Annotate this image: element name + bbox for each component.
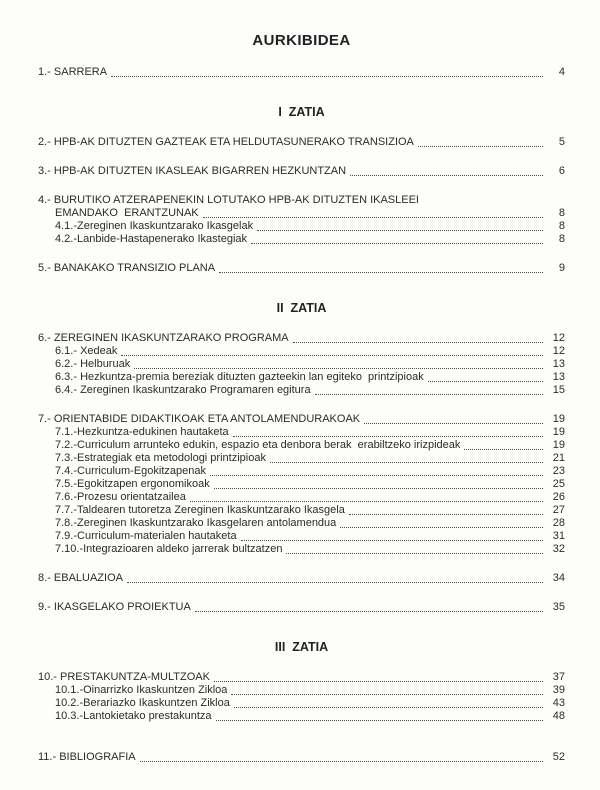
toc-entry-label: 6.- ZEREGINEN IKASKUNTZARAKO PROGRAMA [38,332,289,344]
toc-entry [38,601,565,614]
toc-entry-page: 21 [552,452,565,464]
toc-entry-page: 37 [552,671,565,683]
toc-entry-page: 15 [552,384,565,396]
toc-entry [38,478,565,491]
toc-entry-label: 10.2.-Berariazko Ikaskuntzen Zikloa [55,697,230,709]
leader-dots [241,540,543,541]
toc-entry-label: 10.3.-Lantokietako prestakuntza [55,710,212,722]
toc-entry [38,710,565,723]
section-heading: II ZATIA [276,301,327,315]
toc-entry-page: 19 [552,439,565,451]
toc-entry [38,165,565,178]
toc-entry [38,371,565,384]
leader-dots [251,243,543,244]
toc-entry [38,194,565,207]
toc-section [38,105,565,275]
toc-entry-page: 25 [552,478,565,490]
toc-entry-label: 9.- IKASGELAKO PROIEKTUA [38,601,191,613]
leader-dots [140,761,543,762]
toc-entry-label: 10.1.-Oinarrizko Ikaskuntzen Zikloa [55,684,228,696]
toc-entry [38,491,565,504]
toc-entry-label: 6.4.- Zereginen Ikaskuntzarako Programaren egitura [55,384,311,396]
leader-dots [219,272,543,273]
toc-entry-page: 6 [558,165,565,177]
toc-entry [38,517,565,530]
toc-entry-page: 13 [552,371,565,383]
toc-entry [38,684,565,697]
leader-dots [340,527,543,528]
toc-entry-label: 7.2.-Curriculum arrunteko edukin, espazio eta denbora berak erabiltzeko irizpideak [55,439,461,451]
toc-entry-page: 39 [552,684,565,696]
toc-entry-label: 7.1.-Hezkuntza-edukinen hautaketa [55,426,229,438]
toc-entry [38,530,565,543]
toc-entry [38,439,565,452]
leader-dots [364,423,543,424]
leader-dots [127,582,543,583]
toc-entry [38,136,565,149]
leader-dots [203,217,543,218]
toc-entry-label: 4.2.-Lanbide-Hastapenerako Ikastegiak [55,233,248,245]
toc-entry [38,358,565,371]
toc-entry-page: 31 [552,530,565,542]
toc-entry [38,751,565,764]
toc-entry-page: 32 [552,543,565,555]
toc-entry-label: 4.1.-Zereginen Ikaskuntzarako Ikasgelak [55,220,254,232]
leader-dots [286,553,543,554]
toc-entry-page: 12 [552,345,565,357]
toc-entry-label: 7.5.-Egokitzapen ergonomikoak [55,478,210,490]
toc-entry-label: 7.9.-Curriculum-materialen hautaketa [55,530,237,542]
toc-entry-label: 7.10.-Integrazioaren aldeko jarrerak bultzatzen [55,543,283,555]
leader-dots [134,368,543,369]
toc-entry-label: 6.2.- Helburuak [55,358,131,370]
toc-entry [38,384,565,397]
toc-entry-label: 2.- HPB-AK DITUZTEN GAZTEAK ETA HELDUTASUNERAKO TRANSIZIOA [38,136,414,148]
toc-entry-label: 7.7.-Taldearen tutoretza Zereginen Ikaskuntzarako Ikasgela [55,504,345,516]
toc-entry-label: 7.8.-Zereginen Ikaskuntzarako Ikasgelaren antolamendua [55,517,337,529]
toc-entry-page: 12 [552,332,565,344]
toc-entry-label: 4.- BURUTIKO ATZERAPENEKIN LOTUTAKO HPB-AK DITUZTEN IKASLEEI [38,194,419,206]
leader-dots [464,449,543,450]
toc-entry-label: 11.- BIBLIOGRAFIA [38,751,136,763]
toc-entry [38,504,565,517]
toc-entry [38,233,565,246]
leader-dots [190,501,543,502]
toc-entry-page: 27 [552,504,565,516]
toc-entry-label: 10.- PRESTAKUNTZA-MULTZOAK [38,671,210,683]
toc-entry [38,543,565,556]
toc-entry-label: 7.4.-Curriculum-Egokitzapenak [55,465,207,477]
toc-entry-label: 6.1.- Xedeak [55,345,118,357]
toc-entry-page: 34 [552,572,565,584]
toc-entry-page: 8 [558,220,565,232]
leader-dots [418,146,543,147]
toc-section [38,301,565,614]
leader-dots [257,230,543,231]
toc-entry-page: 26 [552,491,565,503]
leader-dots [214,488,543,489]
toc-section [38,66,565,79]
leader-dots [121,355,543,356]
toc-entry-page: 19 [552,426,565,438]
toc-entry-page: 35 [552,601,565,613]
leader-dots [293,342,543,343]
toc-entry [38,697,565,710]
toc-entry [38,413,565,426]
leader-dots [349,514,543,515]
toc-entry-page: 48 [552,710,565,722]
toc-entry-label: 1.- SARRERA [38,66,108,78]
toc-entry-label: EMANDAKO ERANTZUNAK [55,207,199,219]
leader-dots [350,175,543,176]
toc-entry-label: 8.- EBALUAZIOA [38,572,123,584]
toc-entry-label: 7.3.-Estrategiak eta metodologi printzipioak [55,452,266,464]
toc-entry-page: 19 [552,413,565,425]
toc-entry [38,262,565,275]
leader-dots [216,720,543,721]
toc-entry [38,426,565,439]
leader-dots [315,394,543,395]
toc-entry-page: 4 [558,66,565,78]
leader-dots [214,681,543,682]
page-title: AURKIBIDEA [252,32,351,49]
toc-entry-label: 3.- HPB-AK DITUZTEN IKASLEAK BIGARREN HEZKUNTZAN [38,165,347,177]
leader-dots [195,611,543,612]
toc-entry-page: 28 [552,517,565,529]
toc-entry [38,207,565,220]
toc-entry-label: 7.6.-Prozesu orientatzailea [55,491,186,503]
toc-entry-label: 7.- ORIENTABIDE DIDAKTIKOAK ETA ANTOLAMENDURAKOAK [38,413,361,425]
toc-entry-page: 8 [558,233,565,245]
toc-entry [38,345,565,358]
toc-entry-label: 6.3.- Hezkuntza-premia bereziak dituzten gazteekin lan egiteko printzipioak [55,371,424,383]
leader-dots [231,694,543,695]
leader-dots [210,475,543,476]
leader-dots [428,381,543,382]
toc-section [38,640,565,764]
toc-entry [38,220,565,233]
leader-dots [111,76,543,77]
toc-entry [38,465,565,478]
section-heading: I ZATIA [278,105,325,119]
toc-entry-page: 52 [552,751,565,763]
section-heading: III ZATIA [274,640,329,654]
toc-entry-page: 23 [552,465,565,477]
leader-dots [234,707,543,708]
toc-entry [38,572,565,585]
toc-entry [38,671,565,684]
toc-entry-page: 9 [558,262,565,274]
toc-entry [38,332,565,345]
leader-dots [270,462,543,463]
toc-entry-page: 43 [552,697,565,709]
toc-entry-page: 5 [558,136,565,148]
toc-entry-page: 13 [552,358,565,370]
toc-entry [38,452,565,465]
toc-entry-page: 8 [558,207,565,219]
toc-entry-label: 5.- BANAKAKO TRANSIZIO PLANA [38,262,216,274]
toc-entry [38,66,565,79]
leader-dots [233,436,543,437]
toc-sections [38,66,565,764]
